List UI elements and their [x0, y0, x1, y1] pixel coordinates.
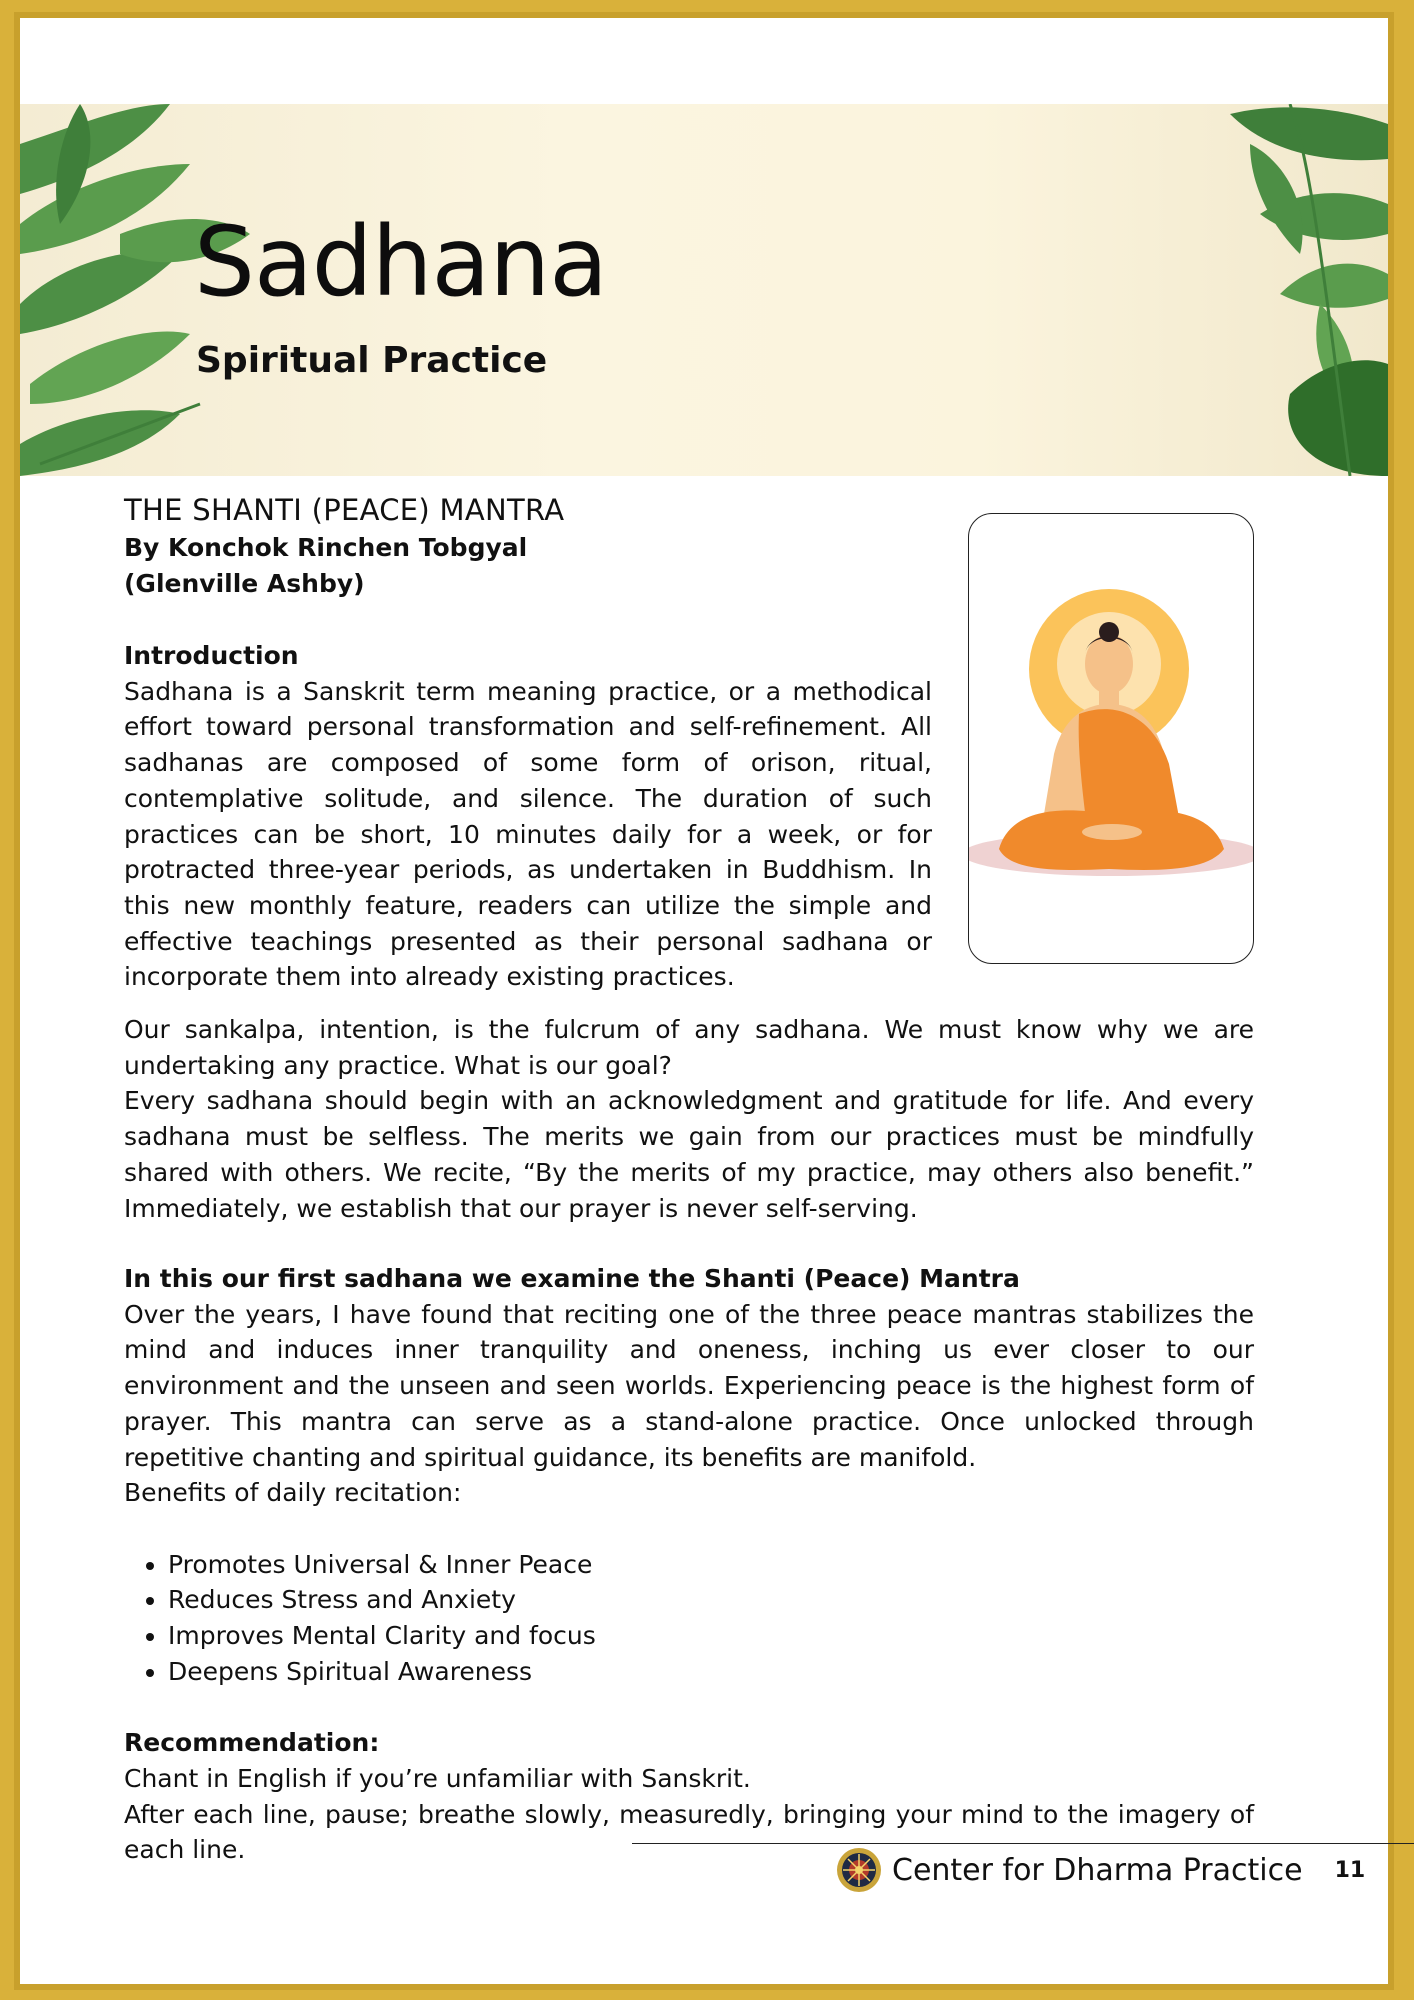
- banner-subtitle: Spiritual Practice: [196, 340, 548, 381]
- list-item: • Promotes Universal & Inner Peace: [168, 1547, 1254, 1583]
- benefits-intro: Benefits of daily recitation:: [124, 1478, 462, 1508]
- meditating-buddha-illustration: [968, 513, 1254, 964]
- footer-divider: [632, 1843, 1414, 1844]
- list-item: • Deepens Spiritual Awareness: [168, 1654, 1254, 1690]
- article-byline: By Konchok Rinchen Tobgyal: [124, 533, 528, 562]
- recommendation-line: After each line, pause; breathe slowly, measuredly, bringing your mind to the imagery of each line.: [124, 1799, 1254, 1865]
- recommendation-heading: Recommendation:: [124, 1728, 380, 1758]
- intro-heading: Introduction: [124, 641, 299, 670]
- buddha-icon: [969, 514, 1254, 964]
- benefits-list: [124, 1547, 1254, 1690]
- recommendation-line: Chant in English if you’re unfamiliar with Sanskrit.: [124, 1763, 751, 1793]
- article-byline-alias: (Glenville Ashby): [124, 569, 365, 598]
- page-number: 11: [1334, 1857, 1366, 1883]
- list-item: • Reduces Stress and Anxiety: [168, 1582, 1254, 1618]
- banner-title: Sadhana: [194, 206, 608, 318]
- section-paragraph: Over the years, I have found that reciting one of the three peace mantras stabilizes the mind and induces inner tranquility and oneness, inching us ever closer to our environment and the unseen and seen worlds. Experiencing peace is the highest form of prayer. This mantra can serve as a stand-alone practice. Once unlocked through repetitive chanting and spiritual guidance, its benefits are manifold.: [124, 1299, 1254, 1472]
- footer-organization: Center for Dharma Practice: [892, 1852, 1303, 1888]
- intro-paragraph: Sadhana is a Sanskrit term meaning practice, or a methodical effort toward personal transformation and self-refinement. All sadhanas are composed of some form of orison, ritual, contemplative solitude, and silence. The duration of such practices can be short, 10 minutes daily for a week, or for protracted three-year periods, as undertaken in Buddhism. In this new monthly feature, readers can utilize the simple and effective teachings presented as their personal sadhana or incorporate them into already existing practices.: [124, 676, 932, 992]
- header-banner: [20, 104, 1388, 476]
- dharma-wheel-logo-icon: [836, 1847, 882, 1893]
- page-footer: [836, 1846, 1365, 1894]
- article-title: THE SHANTI (PEACE) MANTRA: [124, 493, 565, 527]
- gratitude-paragraph: Every sadhana should begin with an acknowledgment and gratitude for life. And every sadhana must be selfless. The merits we gain from our practices must be mindfully shared with others. We recite, “By the merits of my practice, may others also benefit.” Immediately, we establish that our prayer is never self-serving.: [124, 1086, 1254, 1223]
- sankalpa-paragraph: Our sankalpa, intention, is the fulcrum of any sadhana. We must know why we are undertaking any practice. What is our goal?: [124, 1015, 1254, 1080]
- sankalpa-section: [124, 1012, 1254, 1226]
- list-item: • Improves Mental Clarity and focus: [168, 1618, 1254, 1654]
- section-heading: In this our first sadhana we examine the Shanti (Peace) Mantra: [124, 1264, 1020, 1293]
- shanti-mantra-section: [124, 1261, 1254, 1868]
